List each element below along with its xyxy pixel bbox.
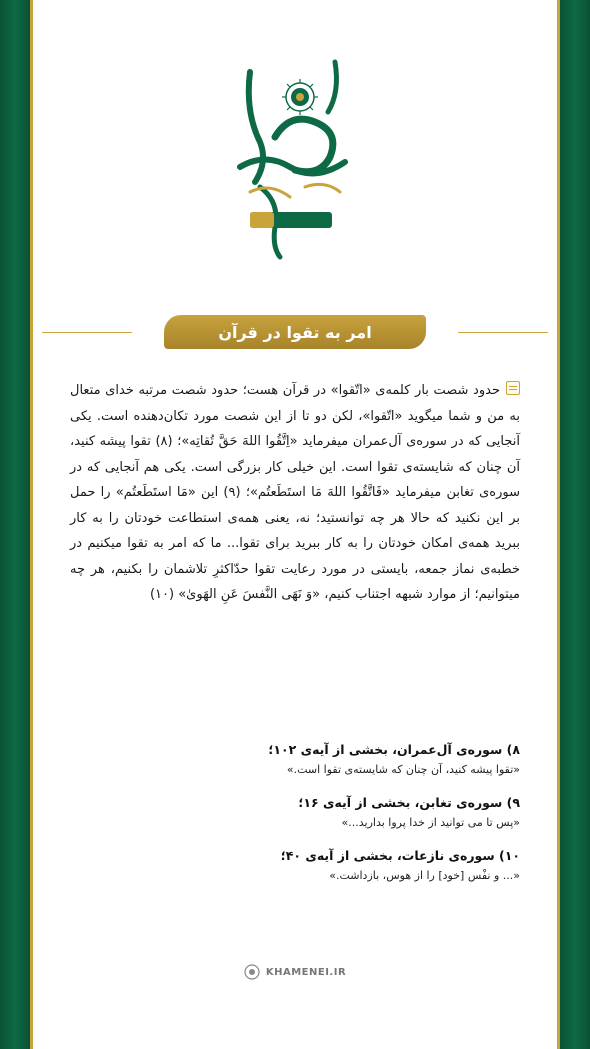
- body-text: حدود شصت بار کلمه‌ی «اتّقوا» در قرآن هست؛ حدود شصت مرتبه خدای متعال به من و شما میگوید «اتّقوا»، لکن دو تا از این شصت مورد تکان‌دهنده است. یکی آنجایی که در سوره‌ی آل‌عمران میفرماید «اِتَّقُوا اللهَ حَقَّ تُقاتِه»؛ (۸) تقوا پیشه کنید، آن چنان که شایسته‌ی تقوا است. این خیلی کار بزرگی است. یکی هم آنجایی که در سوره‌ی تغابن میفرماید «فَاتَّقُوا اللهَ مَا استَطَعتُم»؛ (۹) این «مَا استَطَعتُم» را حمل بر این نکنید که حالا هر چه توانستید؛ نه، یعنی همه‌ی استطاعت خودتان را به کار ببرید همه‌ی امکان خودتان را به کار ببرید برای تقوا... ما که امر به تقوا میکنیم در خطبه‌ی نماز جمعه، بایستی در مورد رعایت تقوا حدّاکثرِ تلاشمان را بکنیم، هر چه میتوانیم؛ از موارد شبهه اجتناب کنیم، «وَ نَهَی النَّفسَ عَنِ الهَویٰ» (۱۰): [70, 383, 521, 602]
- section-title-row: [42, 315, 548, 351]
- body-paragraph: [70, 378, 520, 608]
- right-green-border: [560, 0, 590, 1049]
- site-logo-icon: [244, 964, 260, 980]
- document-icon: [506, 381, 520, 395]
- footnote-text: «پس تا می توانید از خدا پروا بدارید...»: [341, 816, 520, 829]
- footnote-item: [70, 846, 520, 886]
- title-right-rule: [458, 332, 548, 333]
- footnote-text: «تقوا پیشه کنید، آن چنان که شایسته‌ی تقوا است.»: [286, 763, 520, 776]
- footer: [0, 964, 590, 984]
- calligraphy-logo: [220, 52, 370, 262]
- footnote-title: ۹) سوره‌ی تغابن، بخشی از آیه‌ی ۱۶؛: [298, 795, 520, 810]
- footnote-title: ۱۰) سوره‌ی نازعات، بخشی از آیه‌ی ۴۰؛: [280, 848, 520, 863]
- footnotes: [70, 740, 520, 899]
- footnote-text: «... و نفْس [خود] را از هوس، بازداشت.»: [329, 869, 520, 882]
- footnote-item: [70, 793, 520, 833]
- site-url: KHAMENEI.IR: [265, 966, 347, 978]
- title-left-rule: [42, 332, 132, 333]
- footnote-item: [70, 740, 520, 780]
- section-title: امر به تقوا در قرآن: [164, 315, 426, 349]
- right-gold-line: [557, 0, 560, 1049]
- left-green-border: [0, 0, 30, 1049]
- footnote-title: ۸) سوره‌ی آل‌عمران، بخشی از آیه‌ی ۱۰۲؛: [268, 742, 520, 757]
